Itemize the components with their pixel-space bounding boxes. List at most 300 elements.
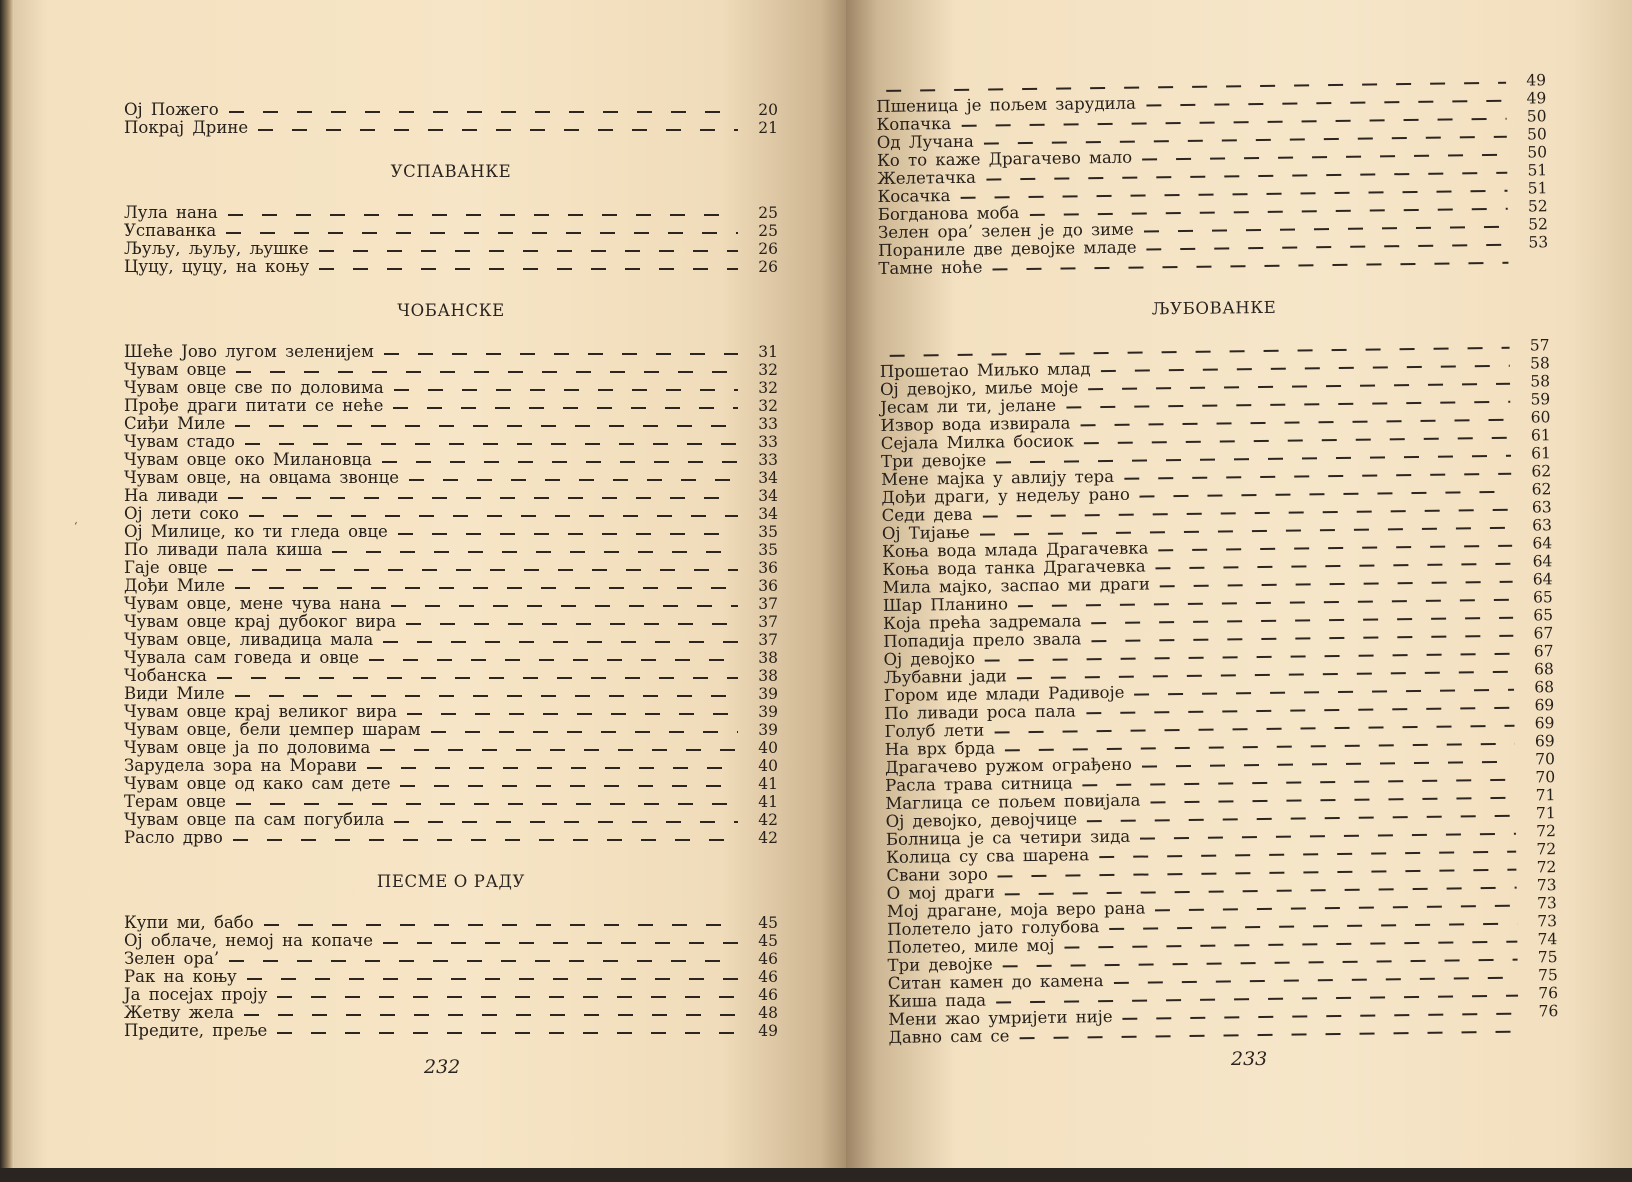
entry-title: Чувам овце крај великог вира [124,702,397,721]
entry-title: Љуљу, љуљу, љушке [124,239,309,258]
entry-page-number [1519,1034,1559,1035]
toc-entry [124,703,778,721]
dash-leader [998,869,1517,878]
book-edge [0,0,14,1182]
entry-page-number: 45 [758,932,778,950]
entry-title: Полетело јато голубова [886,917,1100,939]
entry-title: Ситан камен до камена [887,971,1104,993]
dash-leader [996,455,1511,464]
entry-page-number: 41 [758,775,778,793]
entry-title: Чувам овце ја по доловима [124,738,371,757]
entry-title: Рак на коњу [124,967,237,986]
dash-leader [1150,797,1515,804]
dash-leader [394,821,738,823]
dash-leader [1142,154,1507,161]
dash-leader [382,461,738,463]
toc-entry [124,379,778,397]
dash-leader [247,978,738,980]
dash-leader [383,641,738,643]
entry-page-number: 40 [758,739,778,757]
entry-title: Чувам овце, на овцама звонце [124,468,400,487]
dash-leader [1017,671,1514,680]
dash-leader [1029,208,1507,216]
entry-page-number: 62 [1531,462,1552,481]
toc-entry [124,451,778,469]
toc-entry [124,721,778,739]
entry-page-number: 62 [1531,480,1552,499]
dash-leader [235,425,738,427]
entry-title: Чувам овце све по доловима [124,378,384,397]
entry-title: Извор вода извирала [880,413,1071,435]
entry-title: Јесам ли ти, јелане [880,395,1057,417]
dash-leader [332,551,738,553]
entry-page-number: 72 [1536,858,1557,877]
dash-leader [398,533,738,535]
dash-leader [984,136,1507,145]
dash-leader [1142,761,1515,768]
toc-entry [124,932,778,950]
entry-page-number: 73 [1537,912,1558,931]
entry-title: Зелен ора’ зелен је до зиме [877,219,1134,242]
entry-page-number: 64 [1532,534,1553,553]
dash-leader [1086,707,1514,715]
entry-title: Ој лети соко [124,504,239,523]
entry-title: По ливади роса пала [884,701,1076,723]
toc-entry [124,811,778,829]
dash-leader [400,785,738,787]
dash-leader [1123,1013,1519,1020]
entry-page-number: 69 [1534,732,1555,751]
entry-title: Чувам овце, мене чува нана [124,594,382,613]
dash-leader [367,767,738,769]
section-heading: ЧОБАНСКЕ [397,301,505,320]
entry-title: Желетачка [877,167,976,188]
section-heading: УСПАВАНКЕ [390,162,512,181]
entry-title: Ој девојко, девојчице [885,809,1078,831]
entry-title: Три девојке [880,450,987,471]
dash-leader [1066,401,1510,409]
entry-title: Мени жао умријети није [888,1006,1113,1029]
toc-entry [124,523,778,541]
entry-title: Чувам овце, ливадица мала [124,630,374,649]
entry-title: Чувам овце крај дубоког вира [124,612,397,631]
entry-title: О мој драги [886,882,995,903]
entry-title: Лула нана [124,203,218,222]
toc-entry [124,631,778,649]
entry-page-number: 73 [1536,876,1557,895]
dash-leader [409,479,738,481]
entry-page-number: 50 [1527,143,1548,162]
dash-leader [961,118,1506,127]
entry-page-number: 69 [1534,714,1555,733]
dash-leader [1003,959,1518,968]
dash-leader [236,371,738,373]
entry-page-number: 25 [758,204,778,222]
entry-title: Седи дева [881,504,973,525]
entry-page-number: 21 [758,119,778,137]
toc-entry [124,613,778,631]
toc-entry [124,101,778,119]
toc-entry [124,1022,778,1040]
toc-entry [124,793,778,811]
stray-mark: ʻ [74,520,78,533]
toc-entry [124,397,778,415]
right-page [846,0,1632,1175]
entry-title: Жетву жела [124,1003,234,1022]
entry-page-number: 20 [758,101,778,119]
dash-leader [258,129,738,131]
entry-title: Расла трава ситница [885,773,1073,795]
entry-title: Прође драги питати се неће [124,396,384,415]
entry-page-number: 51 [1527,161,1548,180]
entry-title: Мој драгане, моја веро рана [886,898,1146,921]
dash-leader [1156,563,1513,570]
entry-title: Маглица се пољем повијала [885,790,1141,813]
entry-page-number: 68 [1534,678,1555,697]
dash-leader [228,497,738,499]
entry-title: Голуб лети [884,720,985,741]
entry-title: Пшеница је пољем зарудила [876,93,1137,116]
entry-page-number: 39 [758,703,778,721]
dash-leader [369,659,738,661]
dash-leader [1147,244,1509,251]
toc-entry [124,577,778,595]
entry-page-number: 72 [1536,840,1557,859]
entry-title: Болница је са четири зида [885,826,1131,849]
dash-leader [249,515,738,517]
entry-title: Шар Планино [882,594,1009,615]
toc-entry [124,1004,778,1022]
dash-leader [994,725,1514,734]
entry-title: Ој Милице, ко ти гледа овце [124,522,388,541]
dash-leader [245,443,738,445]
entry-title: Чувам овце [124,360,227,379]
entry-page-number: 69 [1534,696,1555,715]
toc-entry [124,433,778,451]
entry-page-number: 49 [1526,71,1547,90]
dash-leader [1101,365,1510,372]
entry-page-number: 45 [758,914,778,932]
entry-page-number: 76 [1538,1002,1559,1021]
dash-leader [1109,923,1517,930]
entry-page-number: 71 [1535,804,1556,823]
dash-leader [264,924,738,926]
entry-page-number: 46 [758,950,778,968]
dash-leader [1134,689,1514,696]
dash-leader [407,713,738,715]
entry-page-number: 71 [1535,786,1556,805]
toc-entry [124,986,778,1004]
dash-leader [1144,226,1508,233]
entry-title: Гаје овце [124,558,208,577]
entry-page-number: 38 [758,667,778,685]
entry-title: Полетео, миле мој [887,935,1055,957]
entry-page-number: 36 [758,559,778,577]
dash-leader [244,1014,738,1016]
entry-page-number: 32 [758,361,778,379]
entry-page-number: 37 [758,613,778,631]
toc-entry [124,950,778,968]
entry-page-number: 73 [1536,894,1557,913]
entry-page-number: 37 [758,595,778,613]
dash-leader [985,653,1514,662]
entry-title: Три девојке [887,954,993,975]
toc-entry [124,119,778,137]
bottom-shadow [0,1168,1632,1182]
toc-entry [124,595,778,613]
entry-title: Киша пада [887,990,987,1011]
dash-leader [229,960,738,962]
entry-title: Коња вода млада Драгачевка [882,538,1149,561]
entry-page-number: 63 [1531,498,1552,517]
entry-page-number: 41 [758,793,778,811]
entry-title: Ој Тијање [881,522,970,543]
entry-title: Шеће Јово лугом зеленијем [124,342,374,361]
entry-page-number: 50 [1526,107,1547,126]
dash-leader [1087,815,1516,823]
dash-leader [1064,941,1517,949]
entry-title: Прошетао Миљко млад [879,359,1091,381]
entry-title: Чувам овце од како сам дете [124,774,391,793]
dash-leader [233,839,738,841]
entry-page-number: 33 [758,415,778,433]
entry-title: Љубавни јади [883,666,1007,687]
dash-leader [229,111,738,113]
section-heading: ПЕСМЕ О РАДУ [376,872,526,891]
dash-leader [1140,491,1512,498]
entry-title: Ој девојко, миље моје [879,377,1079,399]
toc-entry [124,361,778,379]
entry-title: На врх брда [884,738,996,759]
entry-page-number: 35 [758,523,778,541]
entry-title: Терам овце [124,792,226,811]
entry-title: Гором иде млади Радивоје [883,682,1125,705]
entry-page-number: 57 [1529,336,1550,355]
toc-entry [124,667,778,685]
entry-title: Давно сам се [888,1026,1010,1047]
entry-page-number: 64 [1532,552,1553,571]
entry-page-number: 40 [758,757,778,775]
entry-page-number: 32 [758,379,778,397]
entry-page-number: 70 [1535,768,1556,787]
entry-title: Купи ми, бабо [124,913,254,932]
entry-page-number: 31 [758,343,778,361]
dash-leader [980,527,1512,536]
dash-leader [236,803,738,805]
dash-leader [1099,851,1516,858]
entry-title: Која прећа задремала [882,611,1082,633]
dash-leader [1091,617,1513,625]
entry-title: Види Миле [124,684,225,703]
dash-leader [277,1032,738,1034]
dash-leader [1140,833,1516,840]
toc-entry [124,222,778,240]
dash-leader [391,605,738,607]
entry-page-number: 34 [758,469,778,487]
entry-page-number: 60 [1530,408,1551,427]
entry-page-number: 49 [758,1022,778,1040]
entry-title: Цуцу, цуцу, на коњу [124,257,310,276]
entry-title: Колица су сва шарена [886,845,1090,867]
entry-page-number: 46 [758,986,778,1004]
entry-page-number: 46 [758,968,778,986]
dash-leader [226,232,738,234]
entry-title: Косачка [877,186,951,206]
dash-leader [235,695,738,697]
entry-title: Ја посејах проју [124,985,268,1004]
entry-page-number: 50 [1526,125,1547,144]
entry-page-number: 61 [1530,426,1551,445]
entry-title: Копачка [876,114,952,134]
entry-page-number: 36 [758,577,778,595]
left-page [14,0,846,1175]
dash-leader [235,587,738,589]
dash-leader [406,623,738,625]
right-page-number: 233 [1231,1048,1268,1070]
dash-leader [1088,383,1510,391]
dash-leader [228,214,738,216]
dash-leader [992,262,1508,271]
entry-title: Ој Пожего [124,100,219,119]
entry-page-number: 34 [758,505,778,523]
dash-leader [1084,437,1511,445]
entry-page-number: 67 [1533,642,1554,661]
dash-leader [431,731,738,733]
dash-leader [380,749,738,751]
left-toc [124,101,778,1040]
entry-title: Попадија прело звала [883,629,1082,651]
entry-page-number: 76 [1538,984,1559,1003]
entry-title: Свани зоро [886,864,988,885]
entry-page-number: 48 [758,1004,778,1022]
entry-title: Предите, прељe [124,1021,268,1040]
entry-page-number: 61 [1531,444,1552,463]
entry-title: Пораниле две девојке младе [878,237,1137,260]
dash-leader [986,172,1507,181]
dash-leader [1019,1031,1518,1040]
toc-entry [124,559,778,577]
entry-page-number: 52 [1527,197,1548,216]
entry-page-number: 63 [1532,516,1553,535]
entry-page-number: 64 [1532,570,1553,589]
entry-page-number: 58 [1530,372,1551,391]
dash-leader [393,407,738,409]
entry-page-number: 25 [758,222,778,240]
dash-leader [383,942,738,944]
entry-page-number: 42 [758,811,778,829]
entry-page-number: 39 [758,685,778,703]
toc-entry [124,204,778,222]
entry-title: Чобанска [124,666,207,685]
entry-page-number: 35 [758,541,778,559]
entry-page-number: 33 [758,451,778,469]
entry-title: Коња вода танка Драгачевка [882,556,1146,579]
dash-leader [218,569,739,571]
dash-leader [960,190,1507,199]
dash-leader [1124,473,1511,480]
toc-entry [124,968,778,986]
entry-page-number: 52 [1528,215,1549,234]
entry-page-number: 26 [758,240,778,258]
toc-entry [124,829,778,847]
entry-page-number: 75 [1537,966,1558,985]
dash-leader [319,250,739,252]
entry-page-number: 39 [758,721,778,739]
entry-title: Богданова моба [877,203,1020,224]
dash-leader [996,995,1518,1004]
dash-leader [1005,887,1517,896]
entry-title: Сиђи Миле [124,414,226,433]
entry-title: Дођи Миле [124,576,226,595]
entry-title: Успаванка [124,221,217,240]
toc-entry [124,541,778,559]
dash-leader [384,353,738,355]
toc-entry [124,649,778,667]
entry-page-number: 67 [1533,624,1554,643]
toc-entry [124,258,778,276]
entry-title: Расло дрво [124,828,223,847]
left-page-number: 232 [424,1056,461,1078]
entry-page-number: 38 [758,649,778,667]
dash-leader [1018,599,1513,607]
entry-title: Драгачево ружом ограђено [884,754,1132,777]
entry-page-number: 32 [758,397,778,415]
toc-entry [124,343,778,361]
entry-page-number: 51 [1527,179,1548,198]
entry-title: Чувам овце, бели џемпер шарам [124,720,421,739]
toc-entry [124,775,778,793]
entry-page-number: 26 [758,258,778,276]
dash-leader [1160,581,1513,588]
dash-leader [1080,419,1510,427]
dash-leader [1146,100,1506,107]
entry-page-number: 65 [1532,588,1553,607]
entry-title: Зелен ора’ [124,949,220,968]
entry-title: Тамне ноће [878,257,983,278]
dash-leader [277,996,738,998]
entry-page-number: 68 [1533,660,1554,679]
dash-leader [1083,779,1516,787]
toc-entry [124,505,778,523]
entry-title: Чувам овце око Милановца [124,450,372,469]
section-heading: ЉУБОВАНКЕ [1151,297,1277,319]
entry-title: По ливади пала киша [124,540,323,559]
dash-leader [1114,977,1518,984]
entry-title: Ој девојко [883,648,976,669]
toc-entry [124,739,778,757]
entry-title: На ливади [124,486,219,505]
entry-title: Мене мајка у авлију тера [881,466,1115,489]
entry-title: Од Лучана [876,131,974,152]
entry-title: Ко то каже Драгачево мало [876,147,1133,170]
entry-page-number: 33 [758,433,778,451]
entry-page-number: 70 [1535,750,1556,769]
entry-page-number: 42 [758,829,778,847]
entry-page-number: 72 [1536,822,1557,841]
dash-leader [217,677,738,679]
toc-entry [124,914,778,932]
entry-title: Ој облаче, немој на копаче [124,931,373,950]
entry-title: Мила мајко, заспао ми драги [882,574,1151,597]
right-toc [876,71,1559,1047]
toc-entry [124,685,778,703]
toc-entry [124,469,778,487]
entry-title: Покрај Дрине [124,118,249,137]
entry-page-number: 58 [1529,354,1550,373]
dash-leader [394,389,738,391]
dash-leader [1155,905,1517,912]
toc-entry [124,415,778,433]
